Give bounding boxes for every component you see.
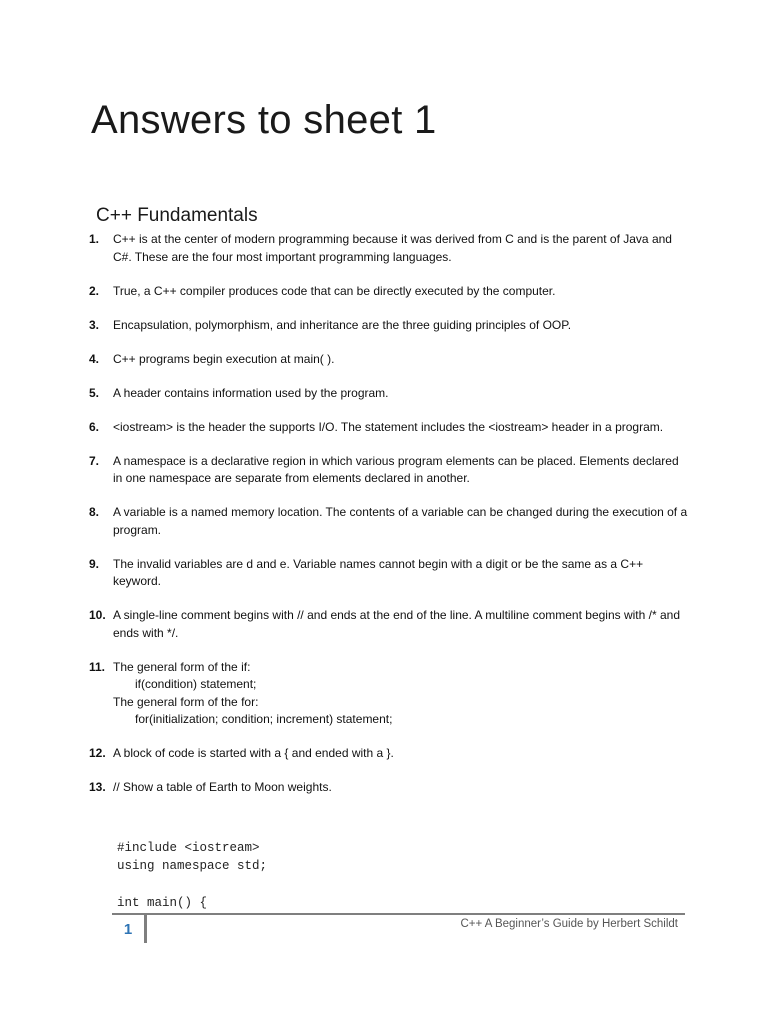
item-number: 6. (89, 419, 100, 434)
item-number: 3. (89, 317, 100, 332)
footer-book-title: C++ A Beginner’s Guide by Herbert Schildt (460, 918, 678, 930)
item-number: 8. (89, 505, 100, 519)
item-text: // Show a table of Earth to Moon weights. (113, 780, 332, 794)
item-line: The general form of the for: (113, 694, 259, 709)
item-text: A header contains information used by the program. (113, 385, 389, 400)
item-line: for(initialization; condition; increment) statement; (135, 712, 393, 726)
page-number: 1 (112, 915, 147, 943)
item-text: A block of code is started with a { and ended with a }. (113, 746, 394, 760)
item-line: The general form of the if: (113, 659, 251, 674)
document-title: Answers to sheet 1 (91, 98, 437, 142)
item-number: 13. (89, 780, 106, 794)
item-number: 10. (89, 608, 106, 622)
list-item (89, 556, 689, 591)
item-number: 2. (89, 283, 100, 298)
footer-divider (112, 913, 685, 915)
answer-list (89, 231, 689, 813)
list-item (89, 283, 689, 301)
item-number: 7. (89, 453, 100, 468)
item-text: A variable is a named memory location. The contents of a variable can be changed during the execution of a program. (113, 505, 688, 537)
item-text-block (113, 659, 689, 729)
code-line: #include <iostream> (117, 841, 260, 855)
list-item (89, 231, 689, 266)
item-number: 5. (89, 385, 100, 400)
item-text: Encapsulation, polymorphism, and inheritance are the three guiding principles of OOP. (113, 317, 572, 332)
code-line: using namespace std; (117, 859, 268, 874)
item-text: C++ programs begin execution at main( ). (113, 351, 335, 366)
item-line: if(condition) statement; (135, 677, 257, 691)
item-text: A single-line comment begins with // and ends at the end of the line. A multiline comment begins with /* and ends with */. (113, 608, 680, 640)
list-item (89, 779, 689, 797)
item-number: 11. (89, 659, 106, 674)
list-item (89, 385, 689, 403)
list-item (89, 745, 689, 763)
list-item (89, 351, 689, 369)
list-item (89, 317, 689, 335)
item-text: The invalid variables are d and e. Variable names cannot begin with a digit or be the same as a C++ keyword. (113, 556, 644, 588)
item-text: True, a C++ compiler produces code that can be directly executed by the computer. (113, 283, 556, 298)
code-block (117, 839, 267, 912)
section-heading: C++ Fundamentals (96, 205, 258, 226)
list-item (89, 607, 689, 642)
item-number: 12. (89, 746, 106, 760)
item-number: 9. (89, 556, 100, 571)
list-item (89, 659, 689, 729)
list-item (89, 504, 689, 539)
list-item (89, 453, 689, 488)
item-text: <iostream> is the header the supports I/O. The statement includes the <iostream> header in a program. (113, 419, 664, 434)
item-text: C++ is at the center of modern programming because it was derived from C and is the parent of Java and C#. These are the four most important programming languages. (113, 232, 672, 264)
code-line: int main() { (117, 895, 208, 910)
item-text: A namespace is a declarative region in which various program elements can be placed. Elements declared in one namespace are separate from elements declared in another. (113, 453, 679, 485)
item-number: 4. (89, 351, 100, 366)
code-line (117, 876, 267, 894)
list-item (89, 419, 689, 437)
item-number: 1. (89, 232, 100, 246)
